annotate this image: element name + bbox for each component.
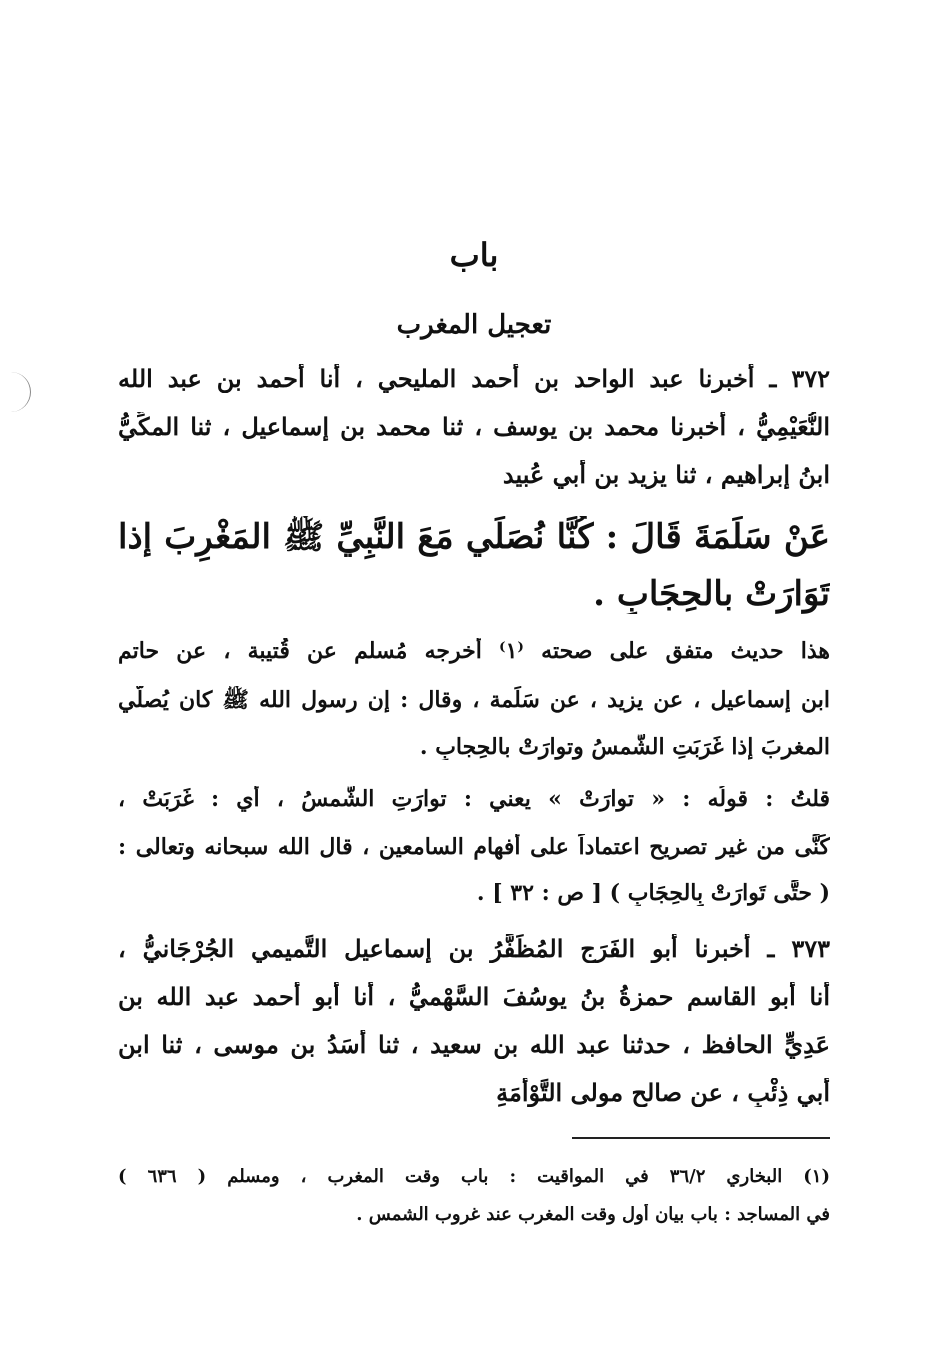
hadith-372-isnad-line-2: النُّعَيْمِيُّ ، أخبرنا محمد بن يوسف ، ثنا محمد بن إسماعيل ، ثنا المكِّيُّ (118, 412, 830, 441)
hadith-372-isnad-line-3: ابنُ إبراهيم ، ثنا يزيد بن أبي عُبيد (502, 460, 830, 489)
hadith-372-commentary-line-2: ابن إسماعيل ، عن يزيد ، عن سَلَمة ، وقال : إن رسول الله ﷺ كان يُصلّي (118, 687, 830, 713)
hadith-372-note-line-1: قلتُ : قولُه : « توارَتْ » يعني : توارَتِ الشَّمسُ ، أي : غَرَبَتْ ، (118, 786, 830, 812)
footnote-separator (572, 1137, 830, 1139)
hadith-372-matn-line-1: عَنْ سَلَمَةَ قَالَ : كُنَّا نُصَلِّي مَعَ النَّبِيِّ ﷺ المَغْرِبَ إذا (118, 517, 830, 557)
chapter-title: تعجيل المغرب (396, 310, 552, 340)
hadith-372-commentary-line-1: هذا حديث متفق على صحته ⁽١⁾ أخرجه مُسلم عن قُتيبة ، عن حاتم (118, 638, 830, 664)
hadith-372-matn-line-2: تَوَارَتْ بالحِجَابِ . (593, 574, 830, 614)
hadith-372-isnad-line-1: ٣٧٢ ـ أخبرنا عبد الواحد بن أحمد المليحي ، أنا أحمد بن عبد الله (118, 364, 830, 393)
hadith-373-isnad-line-3: عَدِيٍّ الحافظ ، حدثنا عبد الله بن سعيد ، ثنا أسَدُ بن موسى ، ثنا ابن (118, 1030, 830, 1059)
hadith-373-isnad-line-4: أبي ذِئْبٍ ، عن صالح مولى التَّوْأَمَةِ (496, 1078, 830, 1107)
hadith-373-isnad-line-2: أنا أبو القاسم حمزةُ بنُ يوسُفَ السَّهْميُّ ، أنا أبو أحمد عبد الله بن (118, 982, 830, 1011)
footnote-line-2: في المساجد : باب بيان أول وقت المغرب عند غروب الشمس . (356, 1204, 830, 1225)
hadith-372-note-line-2: كَنَّى من غير تصريح اعتماداً على أفهام السامعين ، قال الله سبحانه وتعالى : (118, 834, 830, 860)
hadith-372-note-line-3: ( حتَّى تَوارَتْ بِالحِجَابِ ) [ ص : ٣٢ ] . (476, 880, 830, 906)
page-edge-mark (0, 372, 31, 412)
footnote-line-1: (١) البخاري ٣٦/٢ في المواقيت : باب وقت المغرب ، ومسلم ( ٦٣٦ ) (118, 1166, 830, 1187)
hadith-372-commentary-line-3: المغربَ إذا غَرَبَتِ الشَّمسُ وتوارَتْ بالحِجابِ . (419, 734, 830, 760)
chapter-heading: باب (449, 236, 499, 274)
hadith-373-isnad-line-1: ٣٧٣ ـ أخبرنا أبو الفَرَجِ المُظَفَّرُ بن إسماعيل التَّميمي الجُرْجَانيُّ ، (118, 934, 830, 963)
